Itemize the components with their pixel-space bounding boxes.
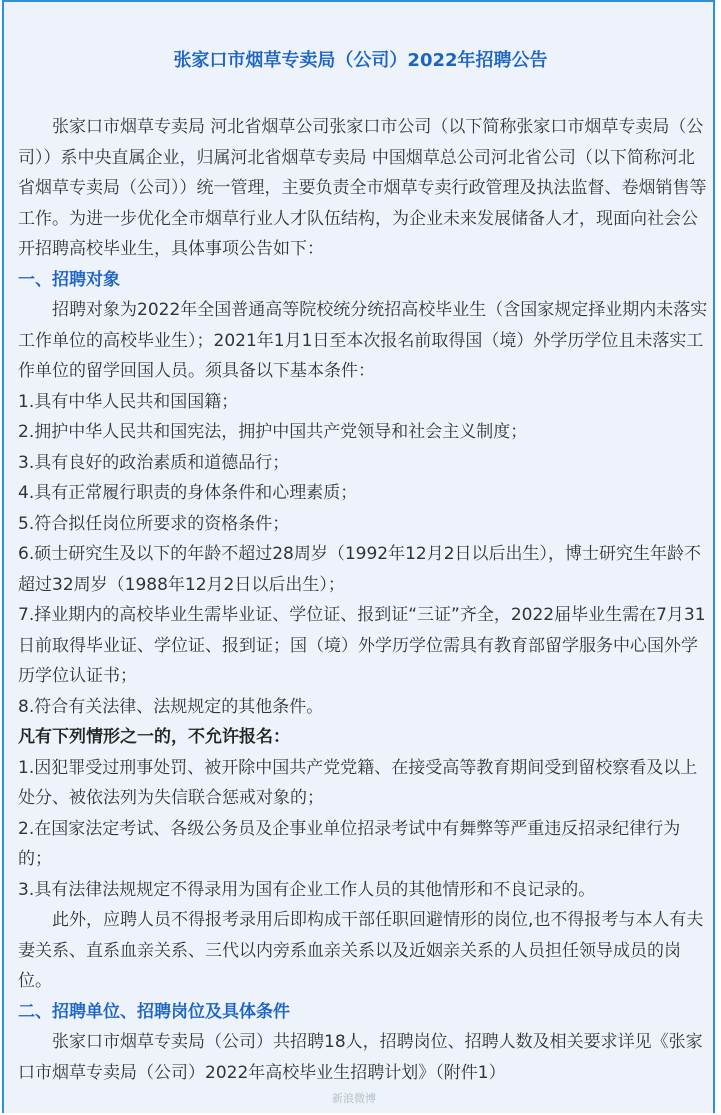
condition-item-5: 5.符合拟任岗位所要求的资格条件； xyxy=(18,513,290,534)
condition-item-8: 8.符合有关法律、法规规定的其他条件。 xyxy=(18,696,324,717)
document-title: 张家口市烟草专卖局（公司）2022年招聘公告 xyxy=(173,50,548,71)
condition-item-7: 7.择业期内的高校毕业生需毕业证、学位证、报到证“三证”齐全，2022届毕业生需在7月31日前取得毕业证、学位证、报到证；国（境）外学历学位需具有教育部留学服务中心国外学历学位认证书； xyxy=(18,605,706,686)
condition-item-4: 4.具有正常履行职责的身体条件和心理素质； xyxy=(18,483,358,503)
exclusion-item-1: 1.因犯罪受过刑事处罚、被开除中国共产党党籍、在接受高等教育期间受到留校察看及以上处分、被依法列为失信联合惩戒对象的； xyxy=(18,757,698,808)
condition-item-3: 3.具有良好的政治素质和道德品行； xyxy=(18,452,290,473)
section2-heading: 二、招聘单位、招聘岗位及具体条件 xyxy=(18,1001,290,1022)
condition-item-2: 2.拥护中华人民共和国宪法，拥护中国共产党领导和社会主义制度； xyxy=(18,422,528,442)
exclusion-heading: 凡有下列情形之一的，不允许报名： xyxy=(18,727,290,747)
document-body xyxy=(18,112,708,1088)
condition-item-6: 6.硕士研究生及以下的年龄不超过28周岁（1992年12月2日以后出生），博士研究生年龄不超过32周岁（1988年12月2日以后出生）； xyxy=(18,544,702,595)
watermark: 新浪微博 xyxy=(332,1092,376,1105)
section2-text: 张家口市烟草专卖局（公司）共招聘18人，招聘岗位、招聘人数及相关要求详见《张家口市烟草专卖局（公司）2022年高校毕业生招聘计划》（附件1） xyxy=(18,1032,703,1083)
intro-paragraph: 张家口市烟草专卖局 河北省烟草公司张家口市公司（以下简称张家口市烟草专卖局（公司））系中央直属企业，归属河北省烟草专卖局 中国烟草总公司河北省公司（以下简称河北省烟草专卖局（公司））统一管理，主要负责全市烟草专卖行政管理及执法监督、卷烟销售等工作。为进一步优化全市烟草行业人才队伍结构，为企业未来发展储备人才，现面向社会公开招聘高校毕业生，具体事项公告如下： xyxy=(18,117,707,259)
section1-heading: 一、招聘对象 xyxy=(18,269,120,290)
exclusion-item-3: 3.具有法律法规规定不得录用为国有企业工作人员的其他情形和不良记录的。 xyxy=(18,879,596,900)
additional-paragraph: 此外，应聘人员不得报考录用后即构成干部任职回避情形的岗位,也不得报考与本人有夫妻关系、直系血亲关系、三代以内旁系血亲关系以及近姻亲关系的人员担任领导成员的岗位。 xyxy=(18,910,704,991)
section1-lead: 招聘对象为2022年全国普通高等院校统分统招高校毕业生（含国家规定择业期内未落实工作单位的高校毕业生）；2021年1月1日至本次报名前取得国（境）外学历学位且未落实工作单位的留学回国人员。须具备以下基本条件： xyxy=(18,300,708,381)
condition-item-1: 1.具有中华人民共和国国籍； xyxy=(18,391,239,412)
exclusion-item-2: 2.在国家法定考试、各级公务员及企事业单位招录考试中有舞弊等严重违反招录纪律行为的； xyxy=(18,818,681,869)
